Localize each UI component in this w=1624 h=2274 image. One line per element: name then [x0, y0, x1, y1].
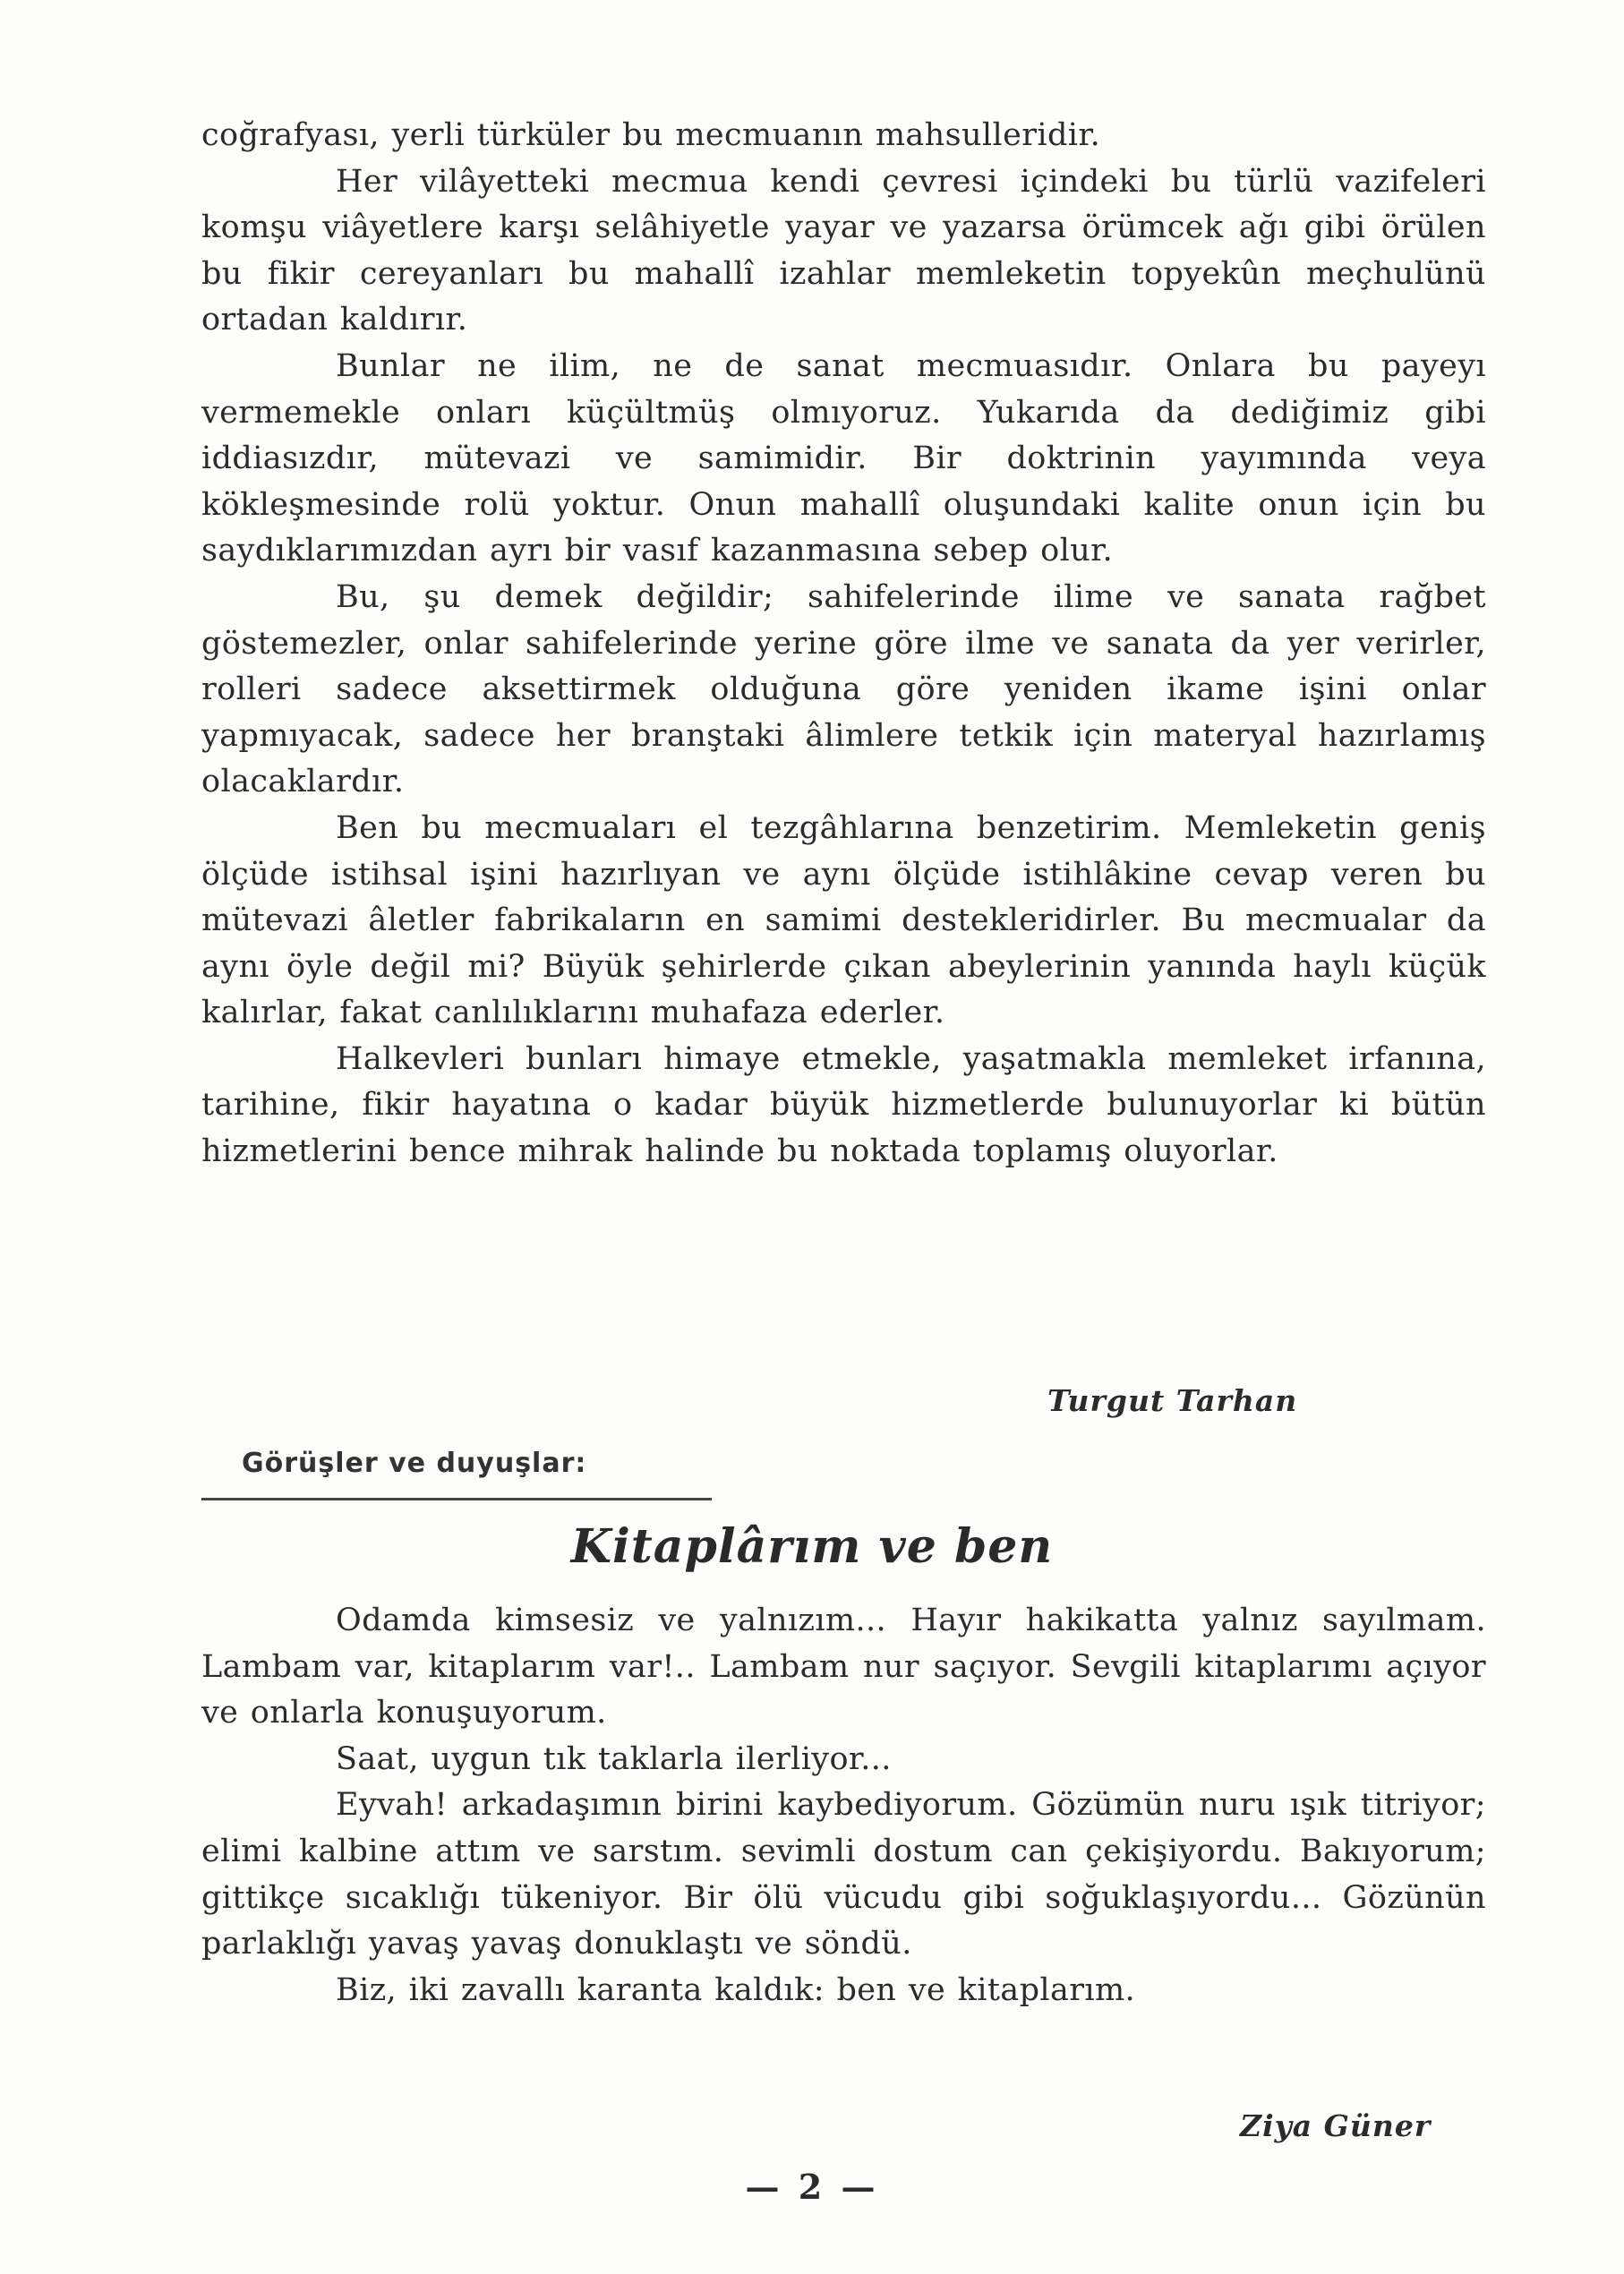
paragraph: Halkevleri bunları himaye etmekle, yaşatmakla memleket irfanına, tarihine, fikir hayatına o kadar büyük hizmetlerde bulunuyorlar ki bütün hizmetlerini bence mihrak halinde bu noktada toplamış oluyorlar. [201, 1040, 1486, 1170]
section-divider [201, 1498, 712, 1500]
section-label: Görüşler ve duyuşlar: [242, 1448, 587, 1479]
article-title: Kitaplârım ve ben [570, 1519, 1054, 1574]
paragraph: Biz, iki zavallı karanta kaldık: ben ve kitaplarım. [336, 1971, 1136, 2008]
author-signature: Ziya Güner [1240, 2108, 1432, 2143]
paragraph: Eyvah! arkadaşımın birini kaybediyorum. Gözümün nuru ışık titriyor; elimi kalbine attım ve sarstım. sevimli dostum can çekişiyordu. Bakıyorum; gittikçe sıcaklığı tükeniyor. Bir ölü vücudu gibi soğuklaşıyordu... Gözünün parlaklığı yavaş yavaş donuklaştı ve söndü. [201, 1787, 1486, 1962]
paragraph: coğrafyası, yerli türküler bu mecmuanın mahsulleridir. [201, 117, 1101, 153]
article-body-second [201, 1598, 1486, 2013]
article-body-first [201, 113, 1486, 1175]
paragraph: Odamda kimsesiz ve yalnızım... Hayır hakikatta yalnız sayılmam. Lambam var, kitaplarım var!.. Lambam nur saçıyor. Sevgili kitaplarımı açıyor ve onlarla konuşuyorum. [201, 1603, 1486, 1731]
paragraph: Her vilâyetteki mecmua kendi çevresi içindeki bu türlü vazifeleri komşu viâyetlere karşı selâhiyetle yayar ve yazarsa örümcek ağı gibi örülen bu fikir cereyanları bu mahallî izahlar memleketin topyekûn meçhulünü ortadan kaldırır. [201, 163, 1486, 338]
paragraph: Saat, uygun tık taklarla ilerliyor... [336, 1740, 892, 1777]
paragraph: Bu, şu demek değildir; sahifelerinde ilime ve sanata rağbet göstemezler, onlar sahifelerinde yerine göre ilme ve sanata da yer verirler, rolleri sadece aksettirmek olduğuna göre yeniden ikame işini onlar yapmıyacak, sadece her branştaki âlimlere tetkik için materyal hazırlamış olacaklardır. [201, 578, 1486, 800]
paragraph: Ben bu mecmuaları el tezgâhlarına benzetirim. Memleketin geniş ölçüde istihsal işini hazırlıyan ve aynı ölçüde istihlâkine cevap veren bu mütevazi âletler fabrikaların en samimi destekleridirler. Bu mecmualar da aynı öyle değil mi? Büyük şehirlerde çıkan abeylerinin yanında haylı küçük kalırlar, fakat canlılıklarını muhafaza ederler. [201, 809, 1486, 1031]
author-signature: Turgut Tarhan [1047, 1383, 1298, 1418]
paragraph: Bunlar ne ilim, ne de sanat mecmuasıdır. Onlara bu payeyı vermemekle onları küçültmüş olmıyoruz. Yukarıda da dediğimiz gibi iddiasızdır, mütevazi ve samimidir. Bir doktrinin yayımında veya kökleşmesinde rolü yoktur. Onun mahallî oluşundaki kalite onun için bu saydıklarımızdan ayrı bir vasıf kazanmasına sebep olur. [201, 347, 1486, 569]
page-number: — 2 — [745, 2167, 879, 2207]
